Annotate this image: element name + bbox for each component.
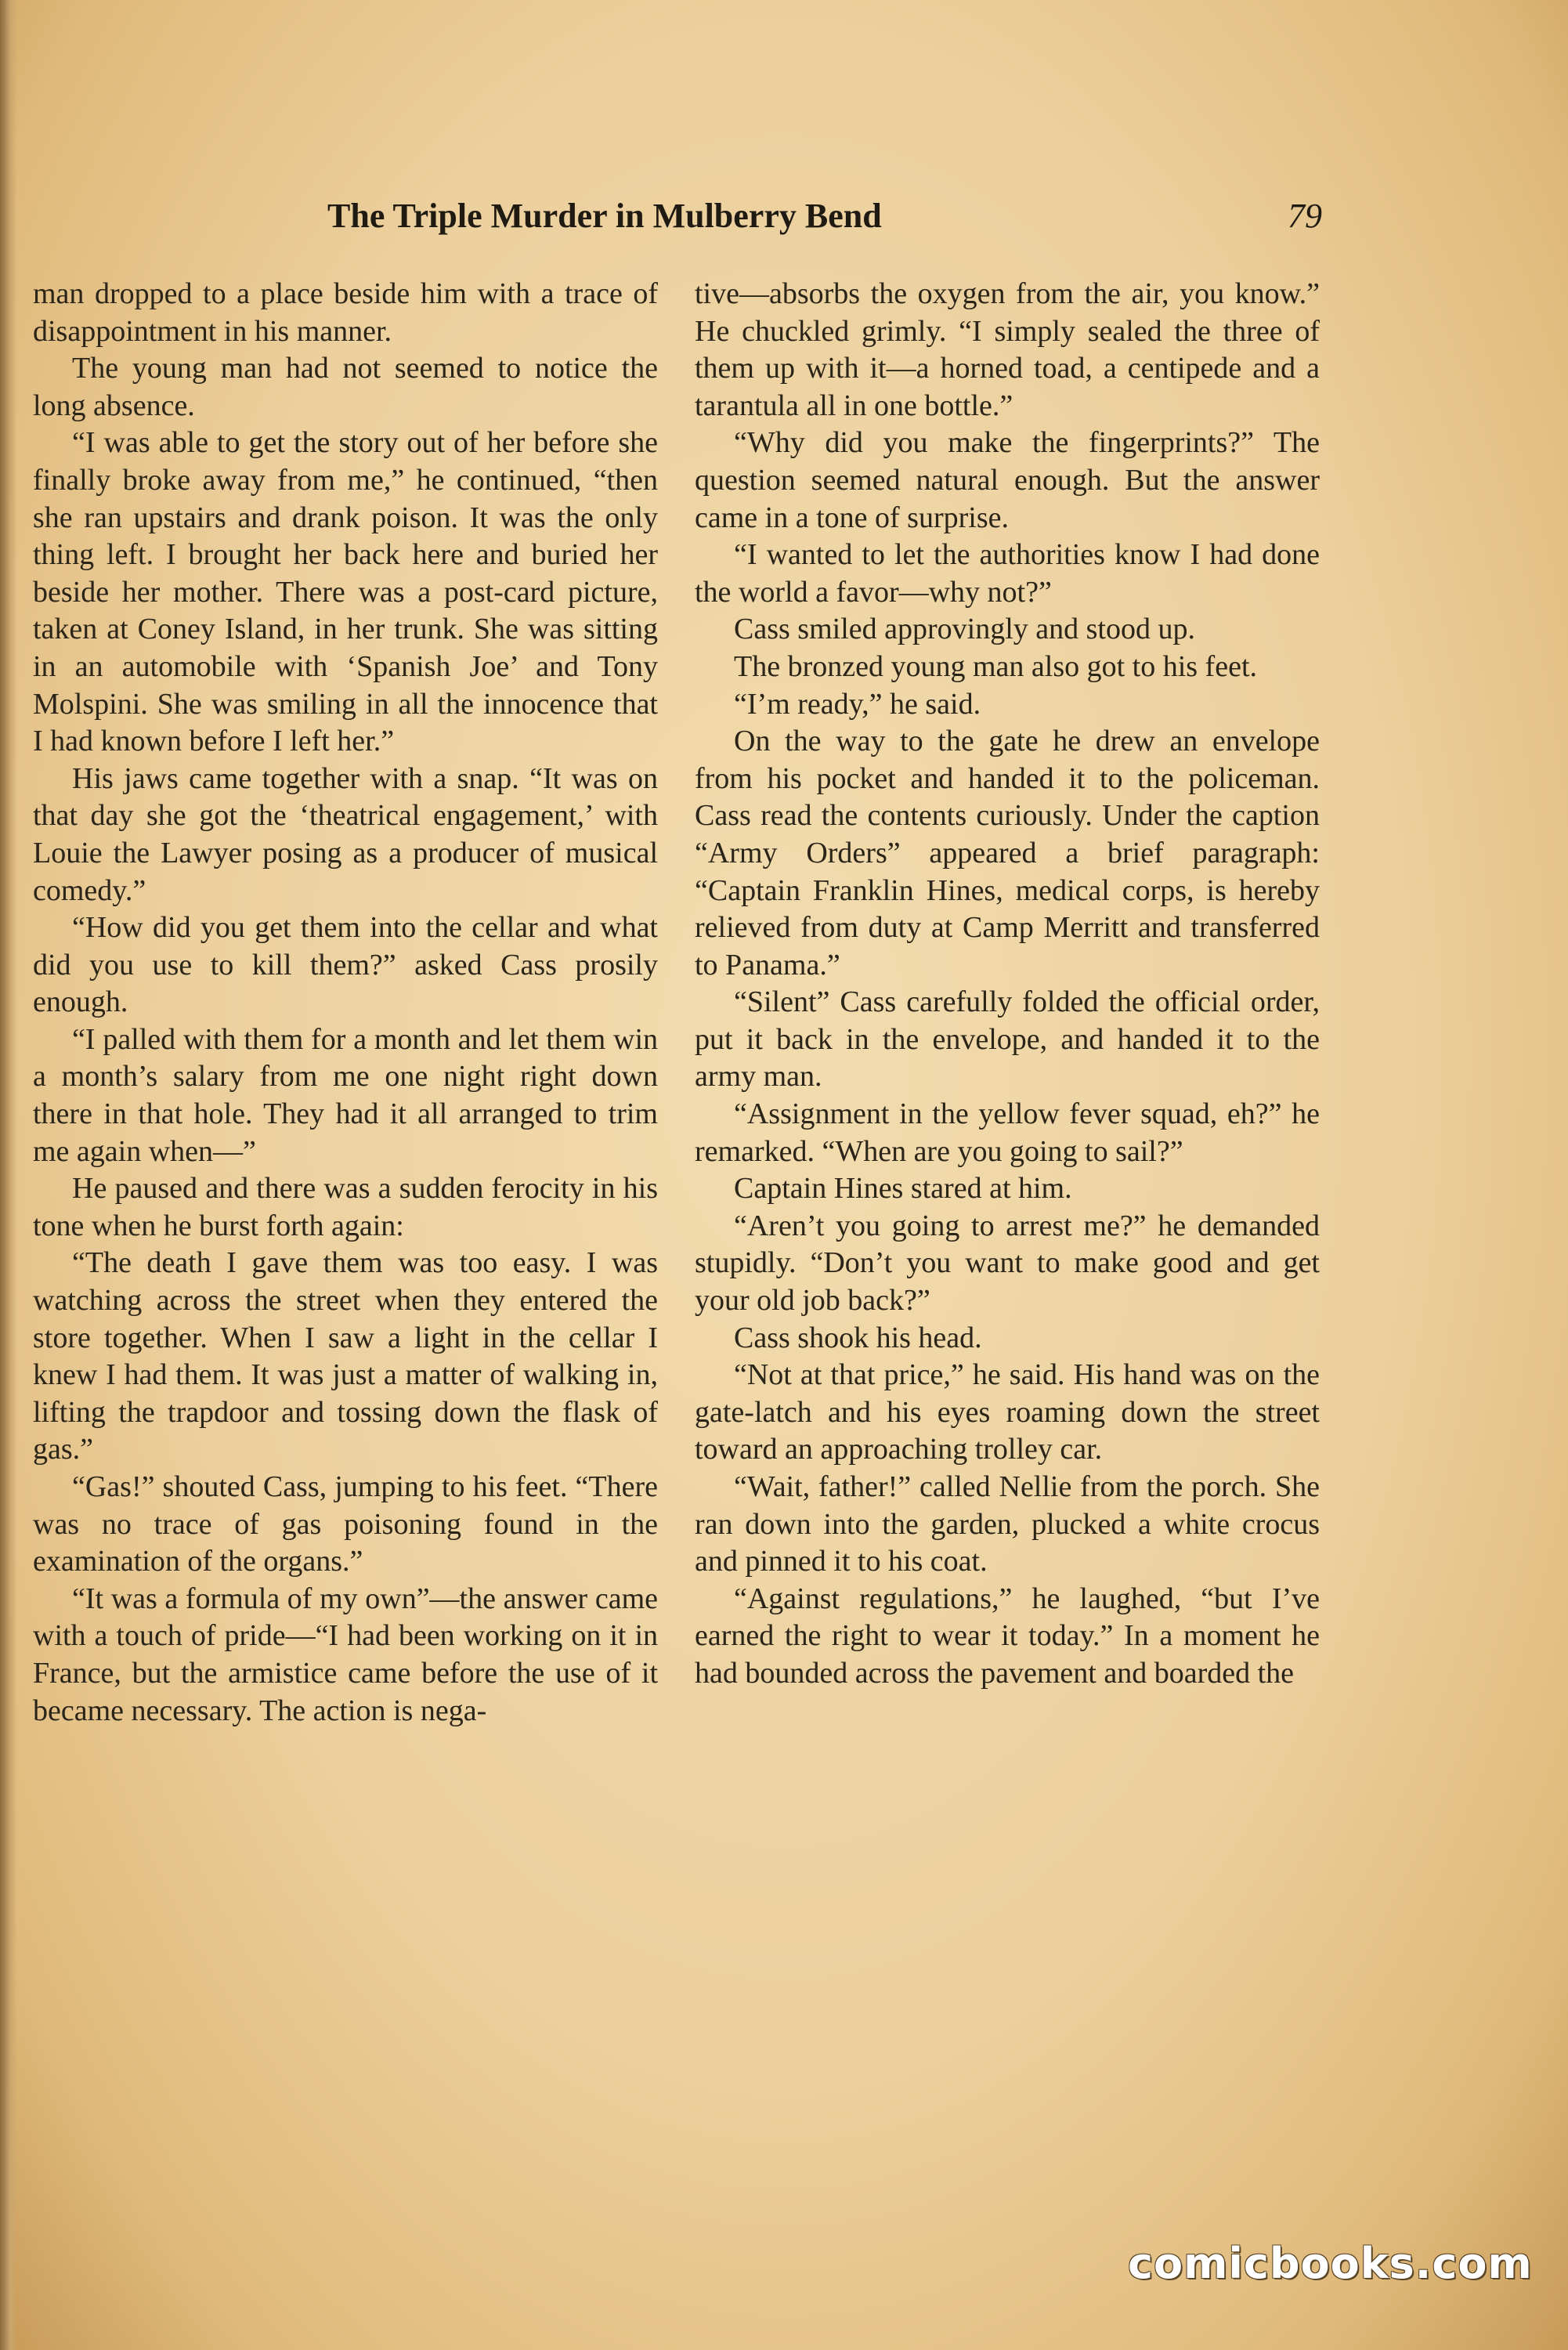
right-text-column [695,276,1320,1693]
paragraph: “Assignment in the yellow fever squad, eh?” he remarked. “When are you going to sail?” [695,1097,1320,1168]
page-header [0,196,1568,251]
paragraph: “The death I gave them was too easy. I was watching across the street when they entered the store together. When I saw a light in the cellar I knew I had them. It was just a matter of walking in, lifting the trapdoor and tossing down the flask of gas.” [33,1246,658,1466]
paragraph: “I’m ready,” he said. [734,687,981,721]
paragraph: Cass shook his head. [734,1321,982,1354]
paragraph: “How did you get them into the cellar and what did you use to kill them?” asked Cass prosily enough. [33,911,658,1019]
paragraph: tive—absorbs the oxygen from the air, you know.” He chuckled grimly. “I simply sealed the three of them up with it—a horned toad, a centipede and a tarantula all in one bottle.” [695,277,1320,422]
paragraph: “Silent” Cass carefully folded the official order, put it back in the envelope, and handed it to the army man. [695,985,1320,1094]
page-binding-edge [0,0,17,2350]
paragraph: “I was able to get the story out of her before she finally broke away from me,” he continued, “then she ran upstairs and drank poison. It was the only thing left. I brought her back here and buried her beside her mother. There was a post-card picture, taken at Coney Island, in her trunk. She was sitting in an automobile with ‘Spanish Joe’ and Tony Molspini. She was smiling in all the innocence that I had known before I left her.” [33,426,658,758]
paragraph: “Why did you make the fingerprints?” The question seemed natural enough. But the answer came in a tone of surprise. [695,426,1320,534]
paragraph: The bronzed young man also got to his feet. [734,649,1258,683]
paragraph: “Gas!” shouted Cass, jumping to his feet. “There was no trace of gas poisoning found in the examination of the organs.” [33,1470,658,1578]
paragraph: “It was a formula of my own”—the answer came with a touch of pride—“I had been working on it in France, but the armistice came before the use of it became necessary. The action is nega- [33,1582,658,1727]
left-text-column [33,276,658,1730]
paragraph: “Not at that price,” he said. His hand was on the gate-latch and his eyes roaming down the street toward an approaching trolley car. [695,1358,1320,1466]
watermark: comicbooks.com [1128,2239,1533,2288]
paragraph: The young man had not seemed to notice the long absence. [33,352,658,422]
page-number: 79 [1288,197,1322,235]
paragraph: “I wanted to let the authorities know I had done the world a favor—why not?” [695,538,1320,609]
running-title: The Triple Murder in Mulberry Bend [327,197,882,235]
paragraph: On the way to the gate he drew an envelope from his pocket and handed it to the policeman. Cass read the contents curiously. Under the caption “Army Orders” appeared a brief paragraph: “Captain Franklin Hines, medical corps, is hereby relieved from duty at Camp Merritt and transferred to Panama.” [695,725,1320,982]
paragraph: man dropped to a place beside him with a trace of disappointment in his manner. [33,277,658,348]
paragraph: His jaws came together with a snap. “It was on that day she got the ‘theatrical engagement,’ with Louie the Lawyer posing as a producer of musical comedy.” [33,761,658,907]
paragraph: Captain Hines stared at him. [734,1172,1072,1206]
paragraph: Cass smiled approvingly and stood up. [734,613,1195,646]
paragraph: He paused and there was a sudden ferocity in his tone when he burst forth again: [33,1172,658,1242]
paragraph: “Wait, father!” called Nellie from the porch. She ran down into the garden, plucked a white crocus and pinned it to his coat. [695,1470,1320,1578]
paragraph: “I palled with them for a month and let them win a month’s salary from me one night right down there in that hole. They had it all arranged to trim me again when—” [33,1022,658,1168]
paragraph: “Against regulations,” he laughed, “but I’ve earned the right to wear it today.” In a moment he had bounded across the pavement and boarded the [695,1582,1320,1690]
paragraph: “Aren’t you going to arrest me?” he demanded stupidly. “Don’t you want to make good and get your old job back?” [695,1209,1320,1318]
